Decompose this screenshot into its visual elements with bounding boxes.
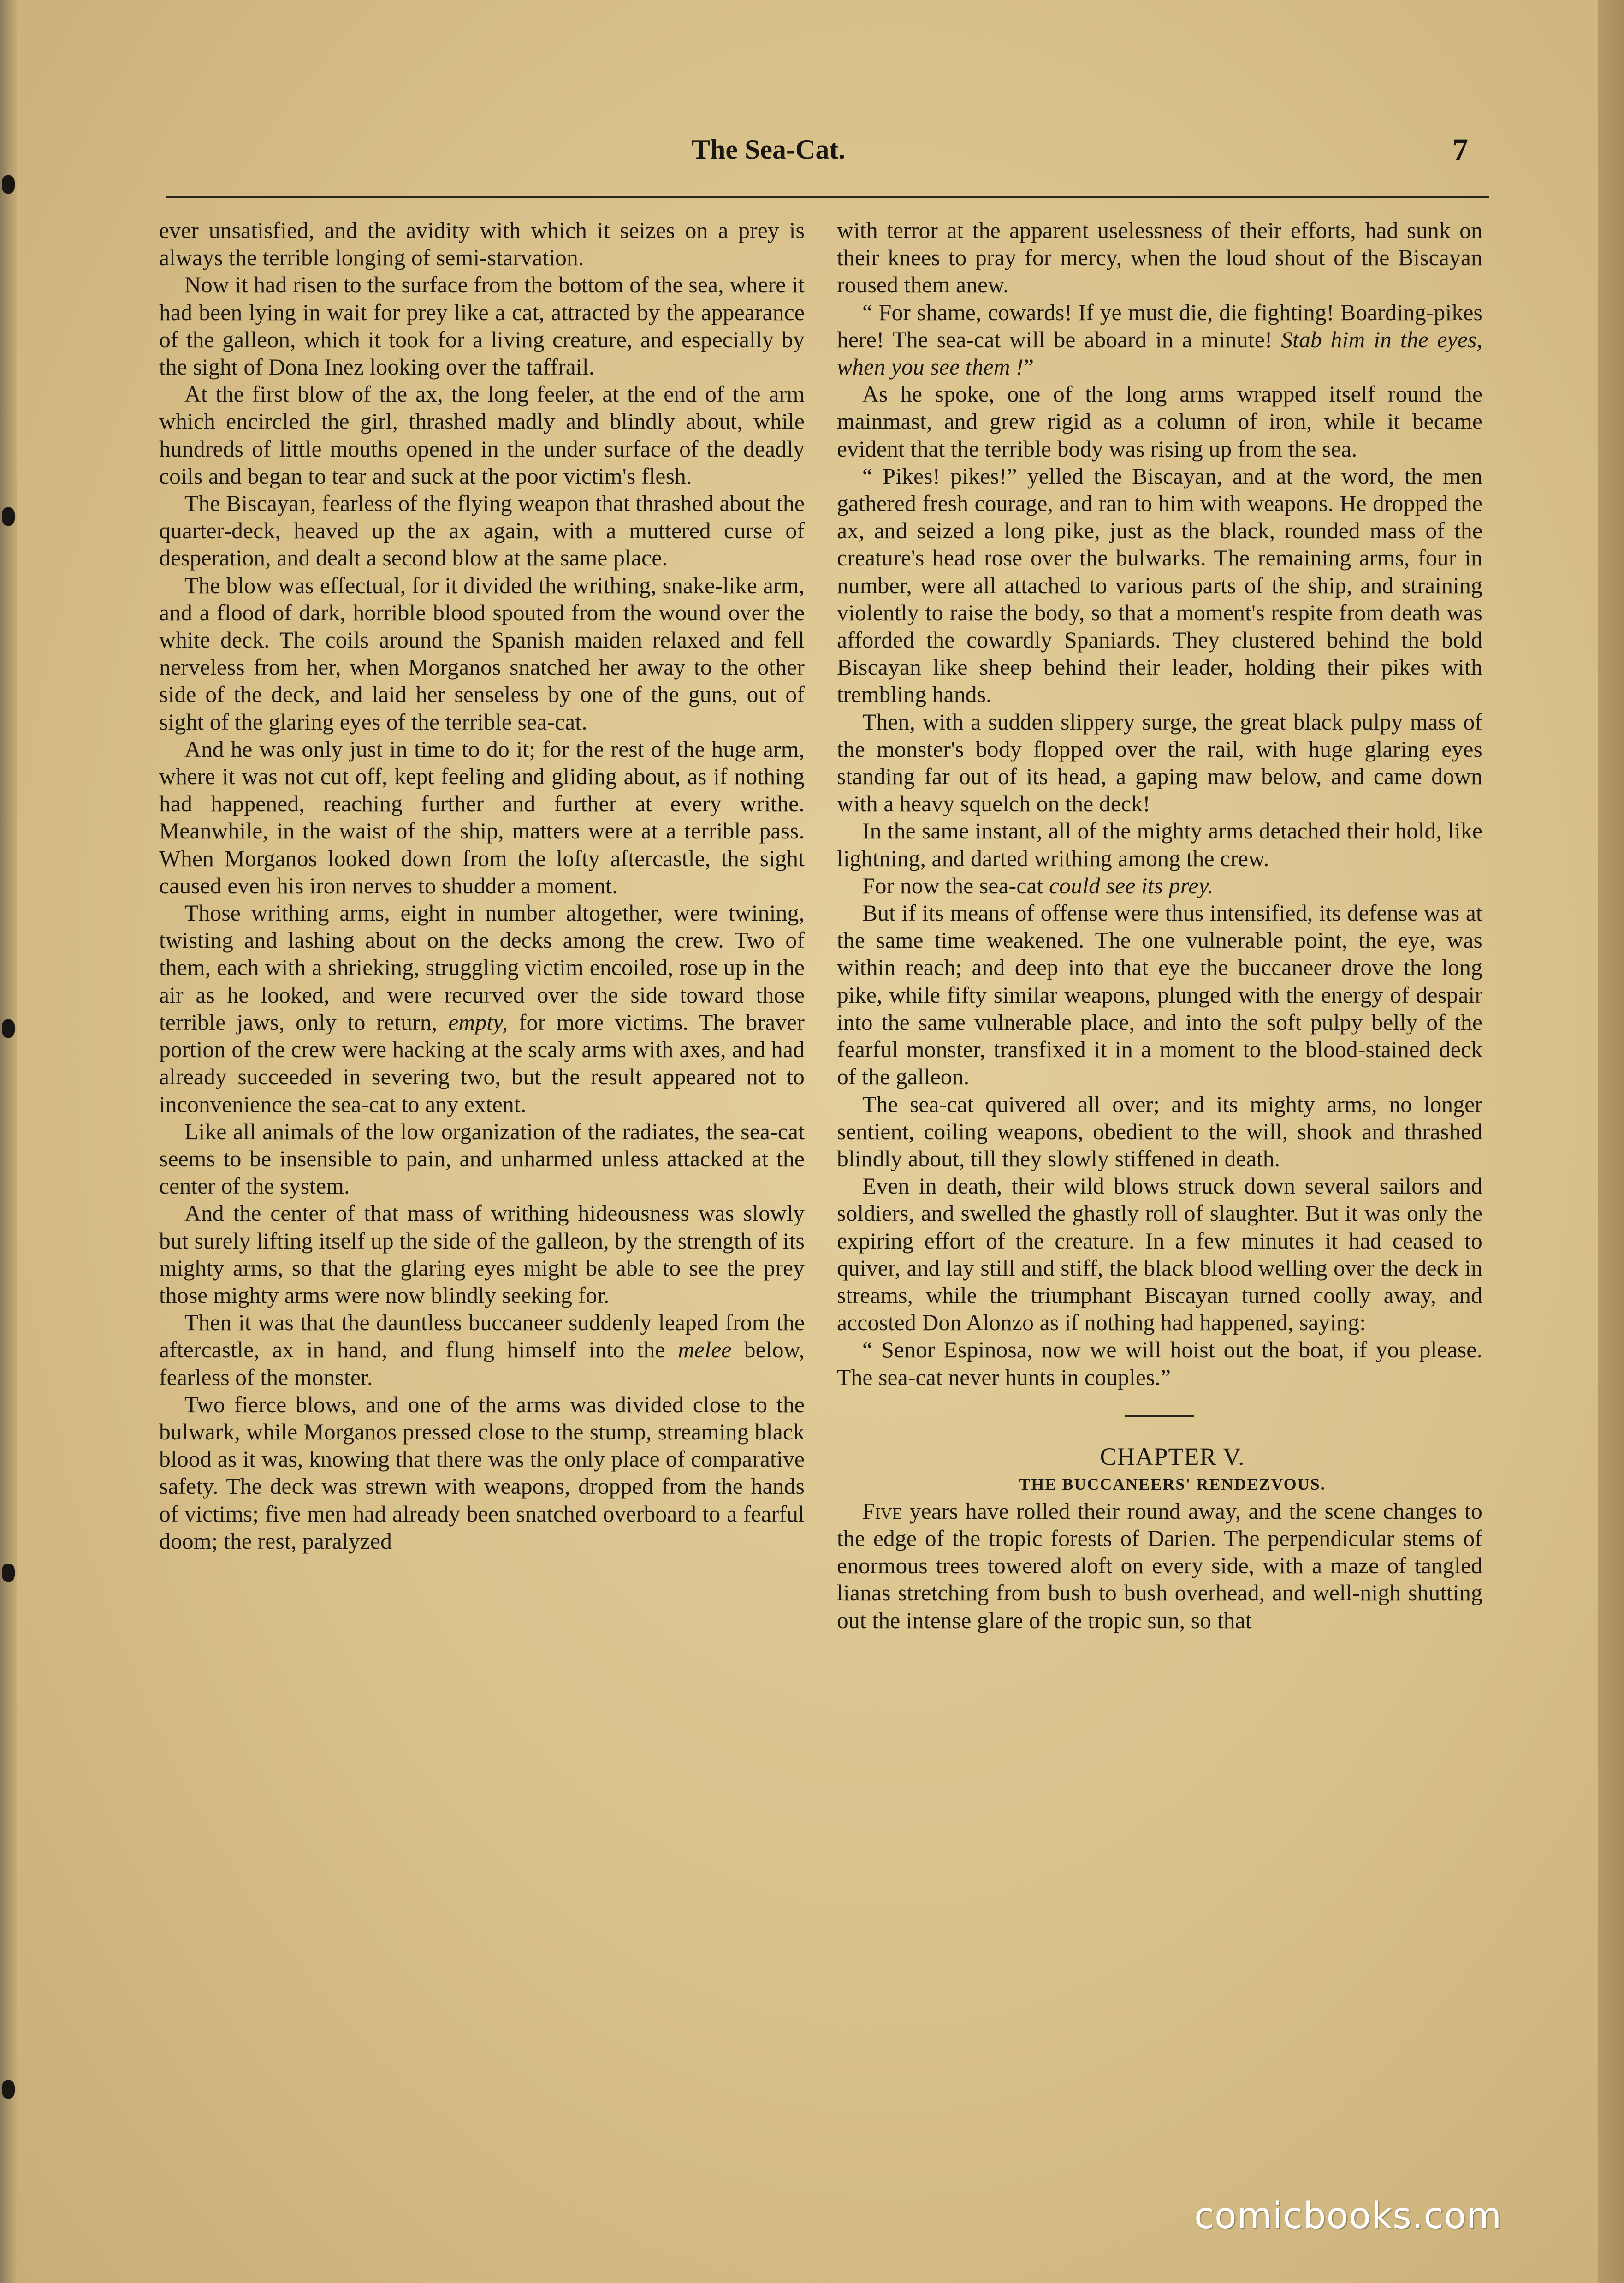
italic-phrase: Stab him in the eyes, when you see them ! [837,327,1482,380]
italic-word: empty, [448,1009,508,1035]
paragraph: But if its means of offense were thus intensified, its defense was at the same time weakened. The one vulnerable point, the eye, was within reach; and deep into that eye the buccaneer drove the long pike, while fifty similar weapons, plunged with the energy of despair into the same vulnerable place, and into the soft pulpy belly of the fearful monster, transfixed it in a moment to the blood-stained deck of the galleon. [837,900,1482,1090]
chapter-title: CHAPTER V. [1100,1442,1245,1470]
paragraph-text: Then it was that the dauntless buccaneer suddenly leaped from the aftercastle, ax in hand, and flung himself into the [159,1310,805,1363]
paragraph: ever unsatisfied, and the avidity with which it seizes on a prey is always the terrible longing of semi-starvation. [159,218,805,271]
binding-gutter [0,0,17,2283]
paragraph: And the center of that mass of writhing hideousness was slowly but surely lifting itself up the side of the galleon, by the strength of its mighty arms, so that the glaring eyes might be able to see the prey those mighty arms were now blindly seeking for. [159,1201,805,1308]
chapter-subtitle: THE BUCCANEERS' RENDEZVOUS. [1019,1474,1326,1493]
italic-word: melee [678,1337,732,1363]
paragraph [837,872,1482,899]
paragraph: The sea-cat quivered all over; and its mighty arms, no longer sentient, coiling weapons, obedient to the will, shook and thrashed blindly about, till they slowly stiffened in death. [837,1091,1482,1171]
page-number: 7 [1452,132,1468,167]
paragraph: Even in death, their wild blows struck down several sailors and soldiers, and swelled the ghastly roll of slaughter. But it was only the expiring effort of the creature. In a few minutes it had ceased to quiver, and lay still and stiff, the black blood welling over the deck in streams, while the triumphant Biscayan turned coolly away, and accosted Don Alonzo as if nothing had happened, saying: [837,1173,1482,1336]
paragraph-text: Those writhing arms, eight in number altogether, were twining, twisting and lashing about on the decks among the crew. Two of them, each with a shrieking, struggling victim encoiled, rose up in the air as he looked, and were recurved over the side toward those terrible jaws, only to return, [159,900,805,1035]
paragraph-text: for more victims. The braver portion of the crew were hacking at the scaly arms with axes, and had already succeeded in severing two, but the result appeared not to inconvenience the sea-cat to any extent. [159,1009,805,1117]
page-edge [1598,0,1624,2283]
paragraph: Now it had risen to the surface from the bottom of the sea, where it had been lying in wait for prey like a cat, attracted by the appearance of the galleon, which it took for a living creature, and especially by the sight of Dona Inez looking over the taffrail. [159,272,805,380]
section-divider [1125,1415,1194,1417]
left-text-column [159,217,805,1555]
site-watermark: comicbooks.com [1194,2195,1502,2237]
paragraph: The Biscayan, fearless of the flying weapon that thrashed about the quarter-deck, heaved up the ax again, with a muttered curse of desperation, and dealt a second blow at the same place. [159,491,805,571]
right-text-column [837,217,1482,1634]
binding-hole [2,175,15,194]
lead-word: Five [862,1498,902,1524]
paragraph-text: ” [1023,354,1034,380]
paragraph [837,1498,1482,1634]
paragraph [837,299,1482,381]
paragraph: Then, with a sudden slippery surge, the great black pulpy mass of the monster's body flopped over the rail, with huge glaring eyes standing far out of its head, a gaping maw below, and came down with a heavy squelch on the deck! [837,709,1482,817]
paragraph: At the first blow of the ax, the long feeler, at the end of the arm which encircled the girl, thrashed madly and blindly about, while hundreds of little mouths opened in the under surface of the deadly coils and began to tear and suck at the poor victim's flesh. [159,381,805,489]
paragraph [159,1309,805,1391]
paragraph: “ Pikes! pikes!” yelled the Biscayan, and at the word, the men gathered fresh courage, and ran to him with weapons. He dropped the ax, and seized a long pike, just as the black, rounded mass of the creature's head rose over the bulwarks. The remaining arms, four in number, were all attached to various parts of the ship, and straining violently to raise the body, so that a moment's respite from death was afforded the cowardly Spaniards. They clustered behind the bold Biscayan like sheep behind their leader, holding their pikes with trembling hands. [837,463,1482,707]
paragraph: “ Senor Espinosa, now we will hoist out the boat, if you please. The sea-cat never hunts in couples.” [837,1337,1482,1390]
paragraph-text: below, fearless of the monster. [159,1337,805,1390]
header-rule [166,196,1489,198]
paragraph: Like all animals of the low organization of the radiates, the sea-cat seems to be insensible to pain, and unharmed unless attacked at the center of the system. [159,1118,805,1199]
binding-hole [2,1019,15,1038]
paragraph: And he was only just in time to do it; for the rest of the huge arm, where it was not cut off, kept feeling and gliding about, as if nothing had happened, reaching further and further at every writhe. Meanwhile, in the waist of the ship, matters were at a terrible pass. When Morganos looked down from the lofty aftercastle, the sight caused even his iron nerves to shudder a moment. [159,736,805,898]
binding-hole [2,2080,15,2099]
binding-hole [2,1564,15,1582]
paragraph: Two fierce blows, and one of the arms was divided close to the bulwark, while Morganos pressed close to the stump, streaming black blood as it was, knowing that there was the only place of comparative safety. The deck was strewn with weapons, dropped from the hands of victims; five men had already been snatched overboard to a fearful doom; the rest, paralyzed [159,1391,805,1554]
paragraph-text: For now the sea-cat [862,873,1049,898]
paragraph: In the same instant, all of the mighty arms detached their hold, like lightning, and darted writhing among the crew. [837,818,1482,871]
running-header-title: The Sea-Cat. [692,134,846,165]
paragraph: As he spoke, one of the long arms wrapped itself round the mainmast, and grew rigid as a column of iron, while it became evident that the terrible body was rising up from the sea. [837,381,1482,462]
paragraph: The blow was effectual, for it divided the writhing, snake-like arm, and a flood of dark, horrible blood spouted from the wound over the white deck. The coils around the Spanish maiden relaxed and fell nerveless from her, when Morganos snatched her away to the other side of the deck, and laid her senseless by one of the guns, out of sight of the glaring eyes of the terrible sea-cat. [159,572,805,735]
paragraph-text: “ For shame, cowards! If ye must die, die fighting! Boarding-pikes here! The sea-cat will be aboard in a minute! [837,299,1482,352]
paragraph: with terror at the apparent uselessness of their efforts, had sunk on their knees to pray for mercy, when the loud shout of the Biscayan roused them anew. [837,218,1482,298]
paragraph-text: years have rolled their round away, and the scene changes to the edge of the tropic forests of Darien. The perpendicular stems of enormous trees towered aloft on every side, with a maze of tangled lianas stretching from bush to bush overhead, and well-nigh shutting out the intense glare of the tropic sun, so that [837,1498,1482,1633]
binding-hole [2,507,15,526]
paragraph [159,899,805,1118]
italic-phrase: could see its prey. [1049,873,1214,898]
